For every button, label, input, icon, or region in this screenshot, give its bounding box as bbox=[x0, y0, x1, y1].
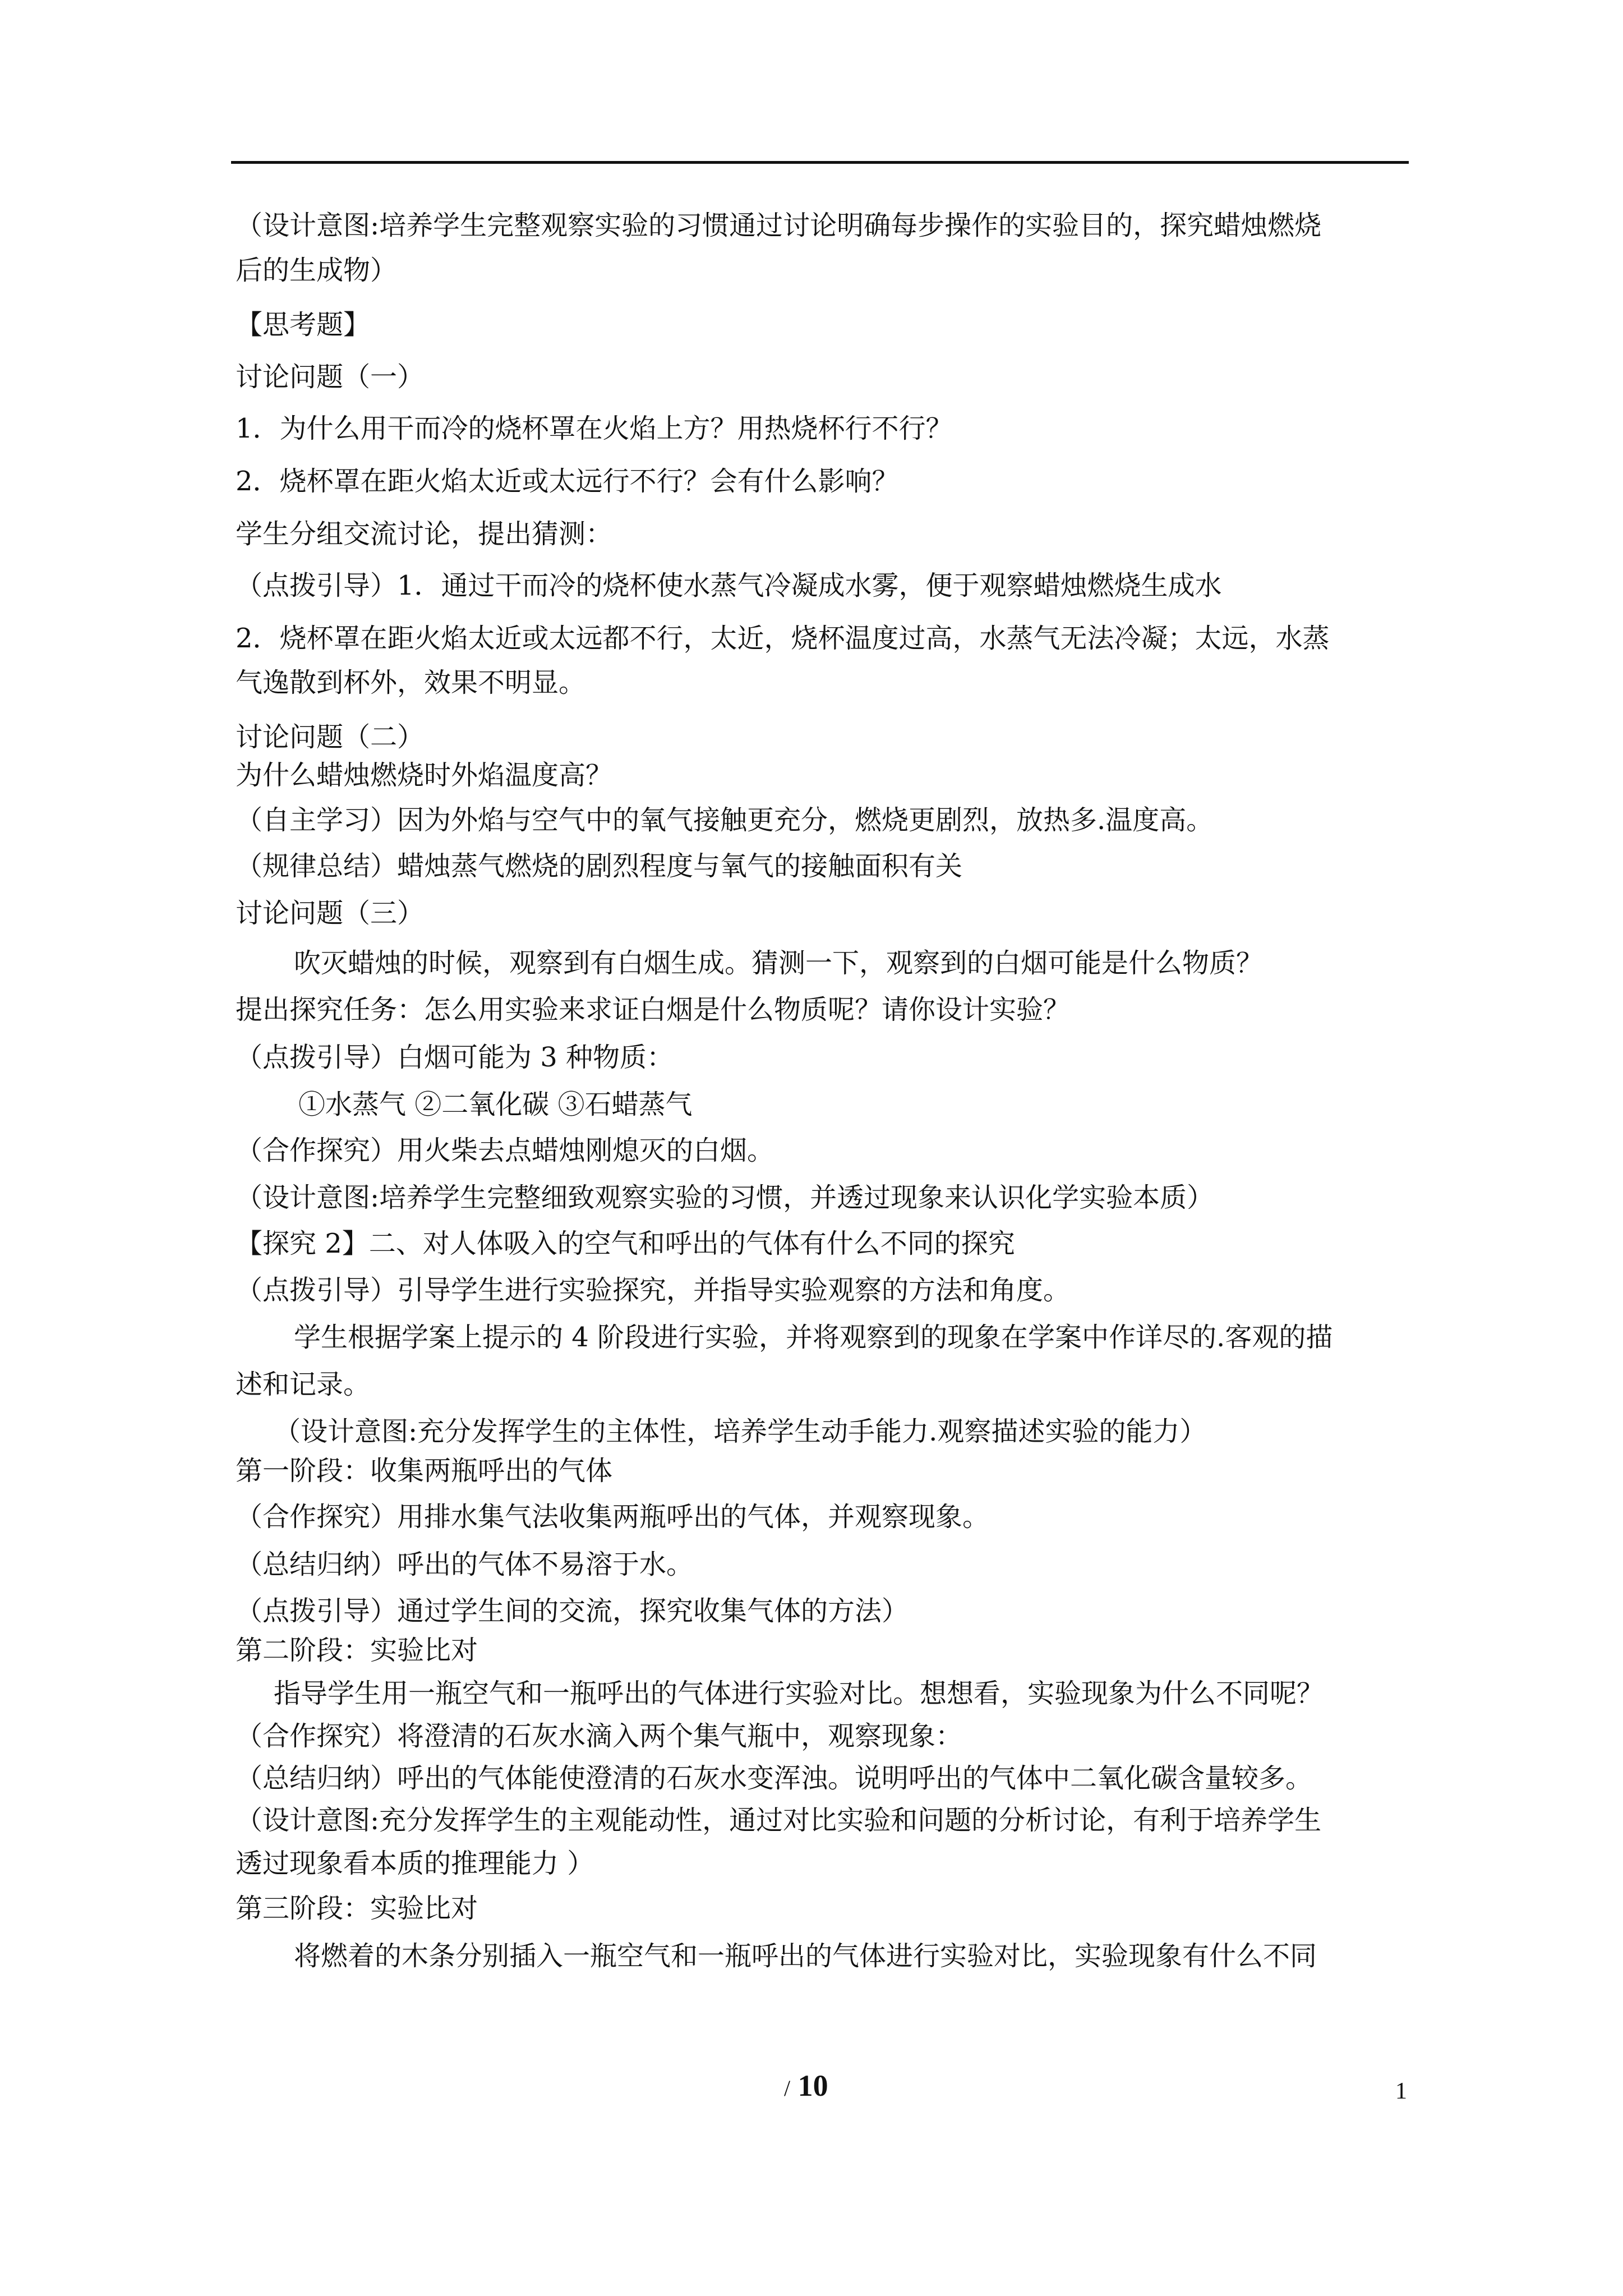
paragraph-line: 2．烧杯罩在距火焰太近或太远都不行，太近，烧杯温度过高，水蒸气无法冷凝；太远，水蒸 bbox=[236, 623, 1330, 654]
page-slash: / bbox=[784, 2076, 791, 2101]
stage-heading: 第一阶段：收集两瓶呼出的气体 bbox=[236, 1455, 613, 1487]
paragraph-line: （点拨引导）1．通过干而冷的烧杯使水蒸气冷凝成水雾，便于观察蜡烛燃烧生成水 bbox=[236, 570, 1222, 601]
paragraph-line: 透过现象看本质的推理能力 ） bbox=[236, 1848, 594, 1879]
paragraph-line: （自主学习）因为外焰与空气中的氧气接触更充分，燃烧更剧烈，放热多.温度高。 bbox=[236, 804, 1214, 836]
paragraph-line: （设计意图:充分发挥学生的主体性，培养学生动手能力.观察描述实验的能力） bbox=[274, 1416, 1207, 1447]
question-item: 1．为什么用干而冷的烧杯罩在火焰上方？用热烧杯行不行？ bbox=[236, 413, 953, 444]
section-heading: 【探究 2】二、对人体吸入的空气和呼出的气体有什么不同的探究 bbox=[236, 1228, 1015, 1259]
paragraph-line: 为什么蜡烛燃烧时外焰温度高？ bbox=[236, 760, 613, 791]
paragraph-line: （合作探究）用排水集气法收集两瓶呼出的气体，并观察现象。 bbox=[236, 1501, 990, 1533]
page-number: 1 bbox=[1395, 2078, 1407, 2104]
paragraph-line: （规律总结）蜡烛蒸气燃烧的剧烈程度与氧气的接触面积有关 bbox=[236, 850, 963, 882]
paragraph-line: 指导学生用一瓶空气和一瓶呼出的气体进行实验对比。想想看，实验现象为什么不同呢？ bbox=[274, 1678, 1324, 1709]
question-item: 2．烧杯罩在距火焰太近或太远行不行？会有什么影响？ bbox=[236, 466, 899, 497]
stage-heading: 第二阶段：实验比对 bbox=[236, 1635, 478, 1666]
header-rule bbox=[231, 161, 1409, 164]
section-heading: 【思考题】 bbox=[236, 309, 371, 341]
paragraph-line: 学生分组交流讨论，提出猜测： bbox=[236, 518, 613, 550]
paragraph-line: 后的生成物） bbox=[236, 255, 398, 286]
paragraph-line: （合作探究）将澄清的石灰水滴入两个集气瓶中，观察现象： bbox=[236, 1720, 963, 1752]
total-pages: 10 bbox=[797, 2069, 828, 2102]
paragraph-line: 气逸散到杯外，效果不明显。 bbox=[236, 667, 586, 698]
paragraph-line: （点拨引导）白烟可能为 3 种物质： bbox=[236, 1042, 674, 1073]
discussion-heading: 讨论问题（二） bbox=[236, 721, 425, 753]
stage-heading: 第三阶段：实验比对 bbox=[236, 1893, 478, 1924]
options-line: ①水蒸气 ②二氧化碳 ③石蜡蒸气 bbox=[298, 1089, 693, 1120]
paragraph-line: （点拨引导）引导学生进行实验探究，并指导实验观察的方法和角度。 bbox=[236, 1274, 1071, 1306]
paragraph-line: 提出探究任务：怎么用实验来求证白烟是什么物质呢？请你设计实验？ bbox=[236, 994, 1071, 1025]
paragraph-line: 吹灭蜡烛的时候，观察到有白烟生成。猜测一下，观察到的白烟可能是什么物质？ bbox=[294, 947, 1264, 979]
paragraph-line: 学生根据学案上提示的 4 阶段进行实验，并将观察到的现象在学案中作详尽的.客观的描 bbox=[294, 1322, 1333, 1353]
paragraph-line: （设计意图:培养学生完整细致观察实验的习惯，并透过现象来认识化学实验本质） bbox=[236, 1182, 1214, 1213]
paragraph-line: 将燃着的木条分别插入一瓶空气和一瓶呼出的气体进行实验对比，实验现象有什么不同 bbox=[294, 1940, 1317, 1972]
paragraph-line: （设计意图:充分发挥学生的主观能动性，通过对比实验和问题的分析讨论，有利于培养学生 bbox=[236, 1805, 1322, 1836]
page-total bbox=[784, 2066, 828, 2108]
paragraph-line: （总结归纳）呼出的气体不易溶于水。 bbox=[236, 1549, 694, 1580]
paragraph-line: （点拨引导）通过学生间的交流，探究收集气体的方法） bbox=[236, 1595, 909, 1627]
discussion-heading: 讨论问题（一） bbox=[236, 361, 425, 393]
discussion-heading: 讨论问题（三） bbox=[236, 898, 425, 929]
paragraph-line: 述和记录。 bbox=[236, 1369, 371, 1400]
paragraph-line: （总结归纳）呼出的气体能使澄清的石灰水变浑浊。说明呼出的气体中二氧化碳含量较多。 bbox=[236, 1763, 1313, 1794]
paragraph-line: （合作探究）用火柴去点蜡烛刚熄灭的白烟。 bbox=[236, 1135, 774, 1166]
paragraph-line: （设计意图:培养学生完整观察实验的习惯通过讨论明确每步操作的实验目的，探究蜡烛燃烧 bbox=[236, 210, 1322, 241]
